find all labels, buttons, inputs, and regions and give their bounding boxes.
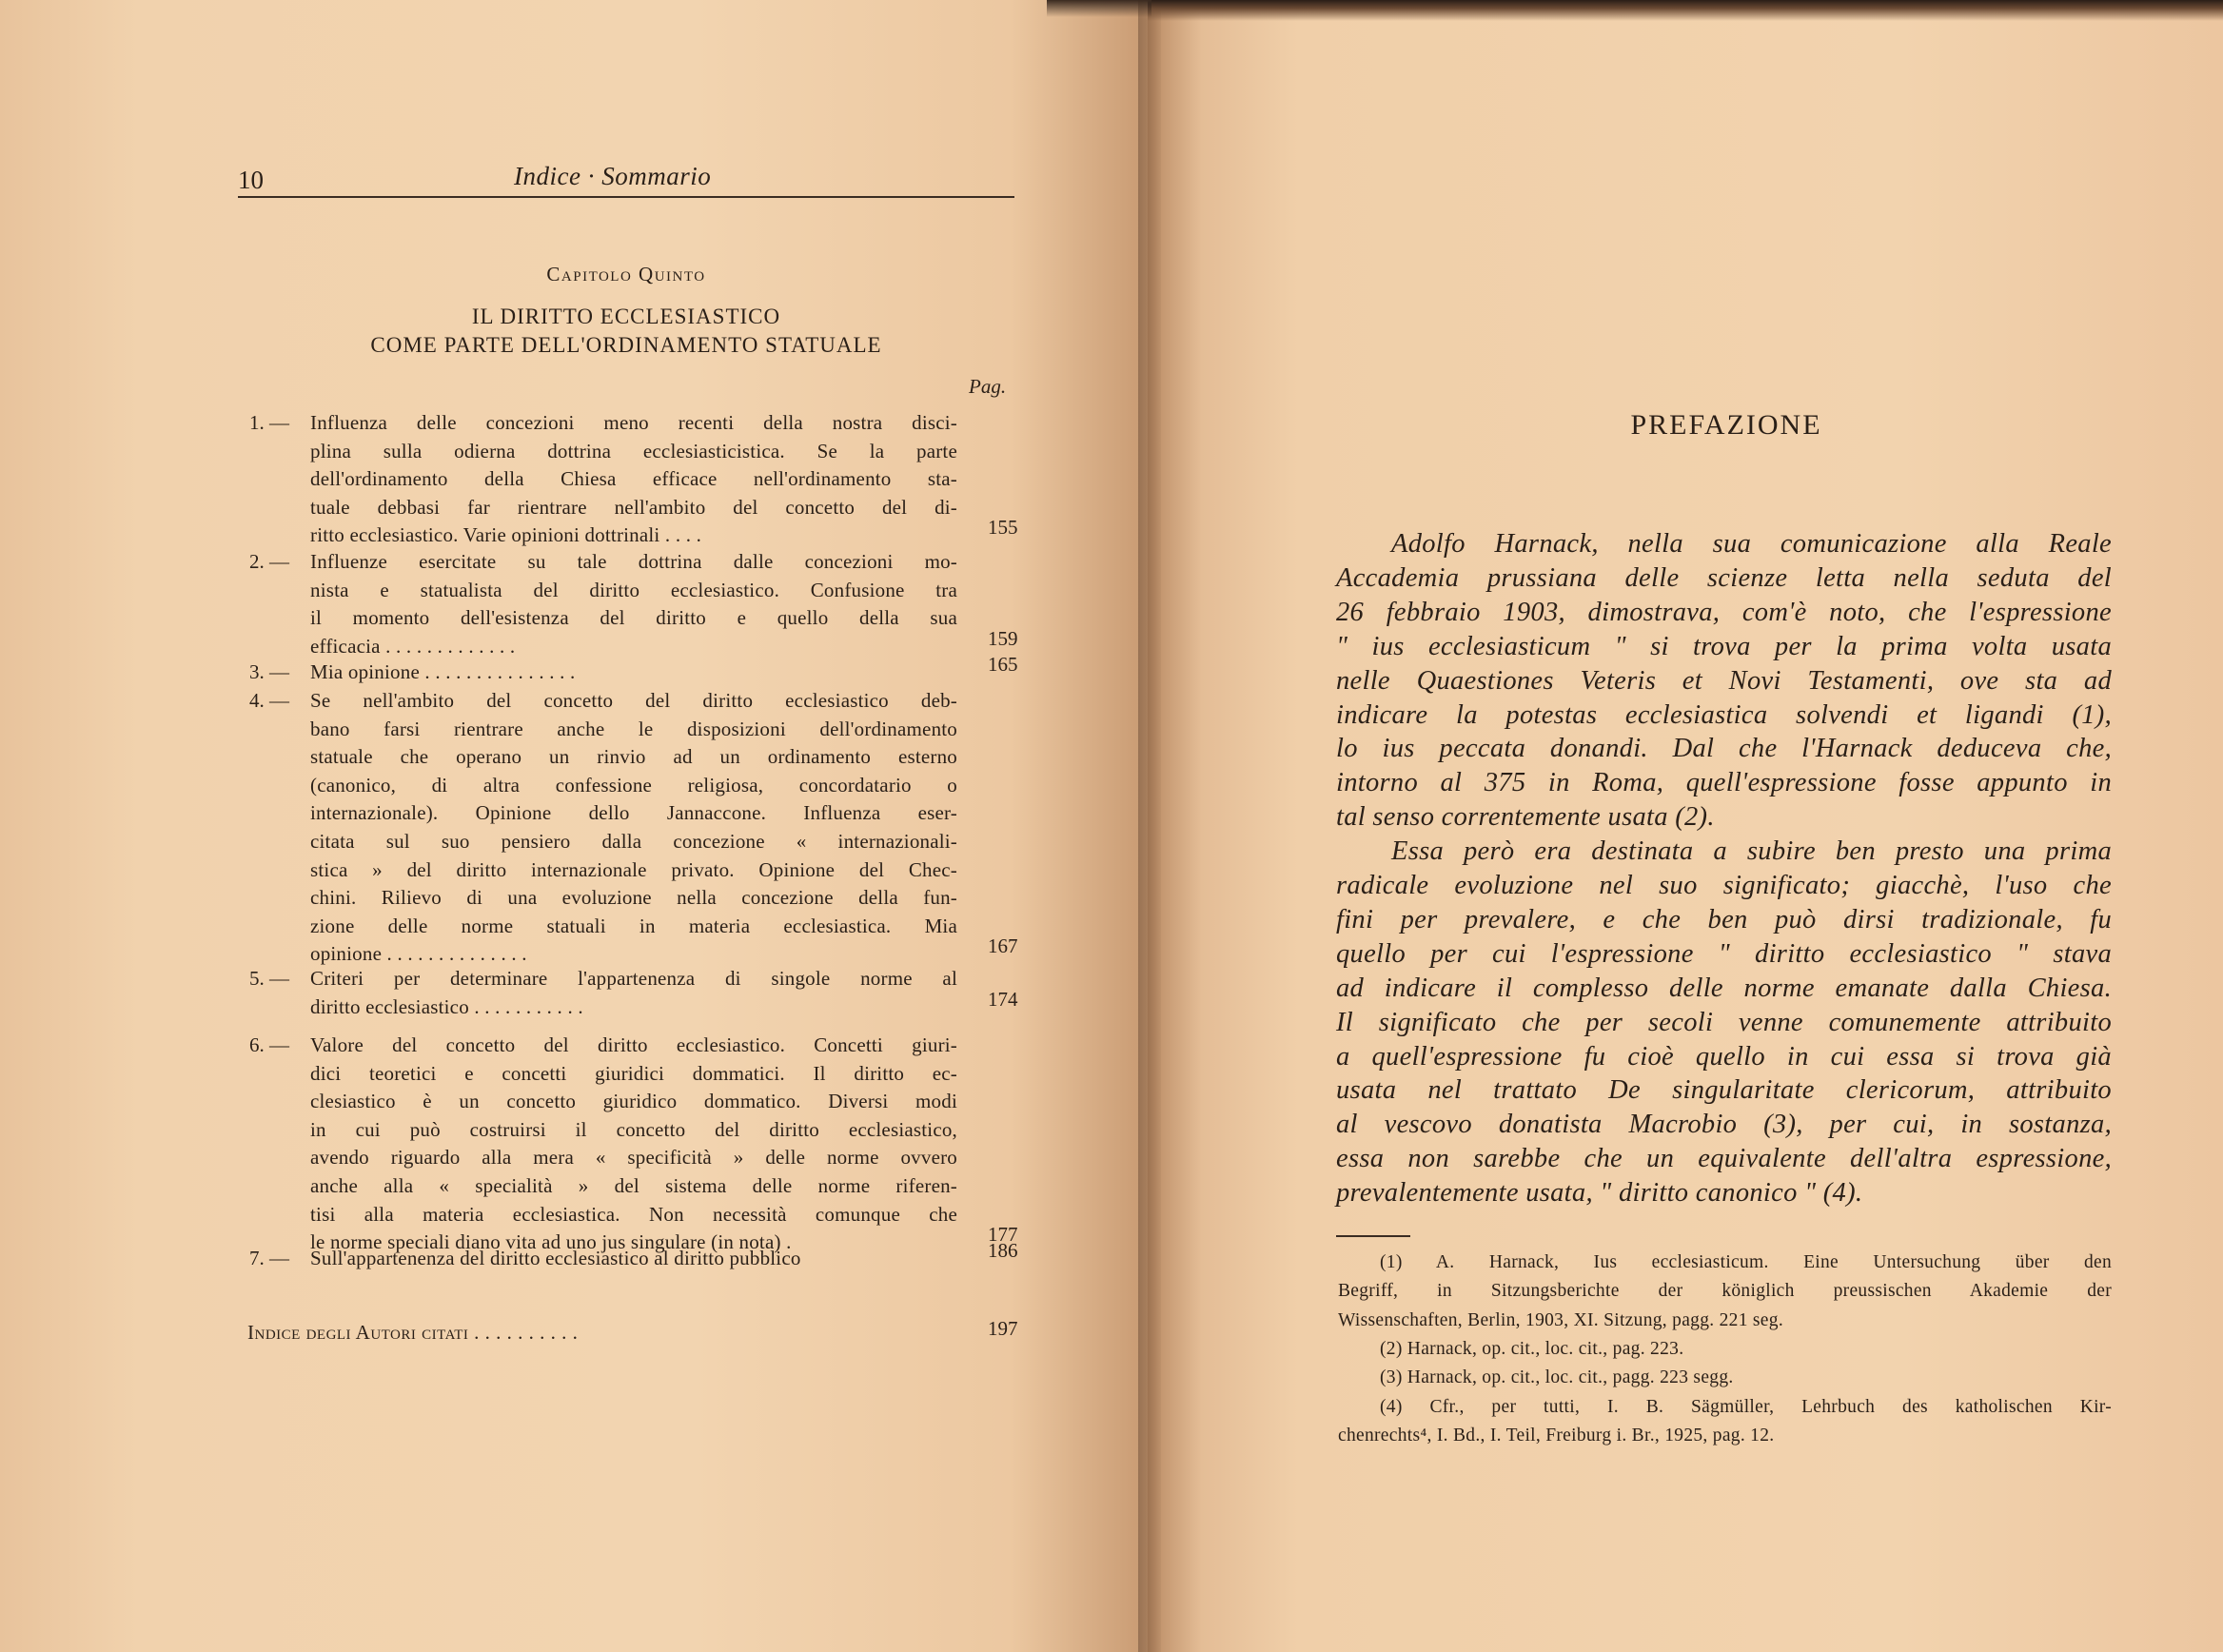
preface-line: quello per cui l'espressione " diritto ecclesiastico " stava — [1336, 938, 2112, 969]
chapter-label: Capitolo Quinto — [546, 263, 706, 285]
toc-entry-line: Influenza delle concezioni meno recenti della nostra disci- — [310, 411, 957, 434]
preface-line: prevalentemente usata, " diritto canonico " (4). — [1336, 1178, 1863, 1209]
chapter-title-line-1: IL DIRITTO ECCLESIASTICO — [471, 305, 781, 328]
toc-entry-line: zione delle norme statuali in materia ecclesiastica. Mia — [310, 914, 957, 937]
toc-entry-line: tuale debbasi far rientrare nell'ambito del concetto del di- — [310, 495, 957, 519]
preface-line: intorno al 375 in Roma, quell'espressione fosse appunto in — [1336, 768, 2112, 798]
toc-entry-line: Se nell'ambito del concetto del diritto ecclesiastico deb- — [310, 689, 957, 712]
toc-entry-number: 2. — — [249, 550, 289, 573]
toc-entry-line: anche alla « specialità » del sistema delle norme riferen- — [310, 1174, 957, 1197]
preface-line: " ius ecclesiasticum " si trova per la prima volta usata — [1336, 631, 2112, 661]
toc-entry-line: bano farsi rientrare anche le disposizioni dell'ordinamento — [310, 717, 957, 740]
footnote-line: chenrechts⁴, I. Bd., I. Teil, Freiburg i. Br., 1925, pag. 12. — [1338, 1425, 1775, 1446]
preface-line: al vescovo donatista Macrobio (3), per cui, in sostanza, — [1336, 1110, 2112, 1140]
toc-entry-number: 5. — — [249, 967, 289, 990]
pag-label: Pag. — [969, 375, 1007, 398]
page-number: 10 — [238, 166, 264, 194]
preface-line: Accademia prussiana delle scienze letta nella seduta del — [1336, 562, 2112, 593]
toc-entry-line: plina sulla odierna dottrina ecclesiasticistica. Se la parte — [310, 439, 957, 462]
toc-entry-line: citata sul suo pensiero dalla concezione « internazionali- — [310, 830, 957, 853]
footnote-line: (4) Cfr., per tutti, I. B. Sägmüller, Lehrbuch des katholischen Kir- — [1380, 1396, 2112, 1417]
top-edge-shadow — [1148, 0, 2223, 21]
toc-entry-line: tisi alla materia ecclesiastica. Non necessità comunque che — [310, 1202, 957, 1226]
preface-line: essa non sarebbe che un equivalente dell'altra espressione, — [1336, 1144, 2112, 1174]
footnote-line: (2) Harnack, op. cit., loc. cit., pag. 223. — [1380, 1338, 1684, 1359]
running-head — [238, 162, 1014, 198]
toc-entry-line: chini. Rilievo di una evoluzione nella concezione della fun- — [310, 886, 957, 910]
toc-entry-line: nista e statualista del diritto ecclesiastico. Confusione tra — [310, 578, 957, 601]
preface-line: lo ius peccata donandi. Dal che l'Harnack deduceva che, — [1336, 734, 2112, 764]
toc-entry-line: stica » del diritto internazionale privato. Opinione del Chec- — [310, 857, 957, 881]
toc-entry-line: Influenze esercitate su tale dottrina dalle concezioni mo- — [310, 550, 957, 573]
footnote-line: Wissenschaften, Berlin, 1903, XI. Sitzung, pagg. 221 seg. — [1338, 1309, 1783, 1330]
preface-line: fini per prevalere, e che ben può dirsi tradizionale, fu — [1336, 904, 2112, 934]
preface-line: nelle Quaestiones Veteris et Novi Testamenti, ove sta ad — [1336, 665, 2112, 696]
toc-entry-line: efficacia . . . . . . . . . . . . . — [310, 634, 516, 658]
toc-entry-page: 186 — [988, 1239, 1018, 1262]
toc-entry-line: dell'ordinamento della Chiesa efficace nell'ordinamento sta- — [310, 467, 957, 491]
preface-line: usata nel trattato De singularitate clericorum, attribuito — [1336, 1075, 2112, 1106]
toc-entry-line: in cui può costruirsi il concetto del diritto ecclesiastico, — [310, 1117, 957, 1141]
toc-entry-number: 4. — — [249, 689, 289, 712]
toc-entry-line: statuale che operano un rinvio ad un ordinamento esterno — [310, 745, 957, 769]
index-label: Indice degli Autori citati . . . . . . . . . . — [247, 1321, 579, 1344]
book-gutter — [1138, 0, 1161, 1652]
toc-entry-line: Mia opinione . . . . . . . . . . . . . . . — [310, 660, 576, 683]
preface-title: PREFAZIONE — [1630, 409, 1822, 441]
preface-line: 26 febbraio 1903, dimostrava, com'è noto, che l'espressione — [1336, 597, 2112, 627]
preface-line: ad indicare il complesso delle norme emanate dalla Chiesa. — [1336, 973, 2112, 1003]
preface-line: tal senso correntemente usata (2). — [1336, 802, 1715, 833]
toc-entry-line: Sull'appartenenza del diritto ecclesiastico al diritto pubblico — [310, 1247, 801, 1269]
toc-entry-number: 1. — — [249, 411, 289, 434]
chapter-title-line-2: COME PARTE DELL'ORDINAMENTO STATUALE — [370, 333, 882, 357]
toc-entry-page: 155 — [988, 516, 1018, 540]
toc-entry-line: ritto ecclesiastico. Varie opinioni dottrinali . . . . — [310, 523, 702, 547]
toc-entry-page: 174 — [988, 987, 1018, 1011]
top-edge-shadow-left — [1047, 0, 1151, 17]
preface-line: Il significato che per secoli venne comunemente attribuito — [1336, 1007, 2112, 1037]
preface-line: Adolfo Harnack, nella sua comunicazione alla Reale — [1391, 529, 2112, 559]
toc-entry-page: 177 — [988, 1223, 1018, 1247]
preface-line: a quell'espressione fu cioè quello in cui essa si trova già — [1336, 1041, 2112, 1072]
toc-entry-line: dici teoretici e concetti giuridici dommatici. Il diritto ec- — [310, 1061, 957, 1085]
toc-entry-line: le norme speciali diano vita ad uno jus singulare (in nota) . — [310, 1230, 792, 1254]
running-head-title: Indice · Sommario — [514, 162, 712, 190]
footnote-line: (3) Harnack, op. cit., loc. cit., pagg. 223 segg. — [1380, 1367, 1734, 1388]
footnote-line: (1) A. Harnack, Ius ecclesiasticum. Eine Untersuchung über den — [1380, 1252, 2112, 1272]
preface-line: radicale evoluzione nel suo significato; giacchè, l'uso che — [1336, 871, 2112, 900]
index-page: 197 — [988, 1317, 1018, 1340]
toc-entry-line: diritto ecclesiastico . . . . . . . . . . . — [310, 994, 583, 1018]
toc-entry-page: 167 — [988, 934, 1018, 958]
toc-entry-page: 159 — [988, 626, 1018, 650]
toc-entry-line: Criteri per determinare l'appartenenza di singole norme al — [310, 967, 957, 990]
toc-entry-line: internazionale). Opinione dello Jannaccone. Influenza eser- — [310, 801, 957, 825]
toc-entry-line: clesiastico è un concetto giuridico dommatico. Diversi modi — [310, 1090, 957, 1113]
footnote-rule — [1336, 1235, 1410, 1237]
toc-entry-page: 165 — [988, 653, 1018, 676]
toc-entry-line: avendo riguardo alla mera « specificità » delle norme ovvero — [310, 1146, 957, 1170]
footnote-line: Begriff, in Sitzungsberichte der königlich preussischen Akademie der — [1338, 1281, 2112, 1302]
toc-entry-number: 6. — — [249, 1033, 289, 1056]
preface-line: indicare la potestas ecclesiastica solvendi et ligandi (1), — [1336, 699, 2112, 730]
toc-entry-number: 7. — — [249, 1247, 289, 1269]
preface-line: Essa però era destinata a subire ben presto una prima — [1391, 836, 2112, 867]
toc-entry-line: (canonico, di altra confessione religiosa, concordatario o — [310, 773, 957, 796]
toc-entry-line: opinione . . . . . . . . . . . . . . — [310, 942, 527, 966]
toc-entry-number: 3. — — [249, 660, 289, 683]
toc-entry-line: Valore del concetto del diritto ecclesiastico. Concetti giuri- — [310, 1033, 957, 1056]
toc-entry-line: il momento dell'esistenza del diritto e quello della sua — [310, 606, 957, 630]
